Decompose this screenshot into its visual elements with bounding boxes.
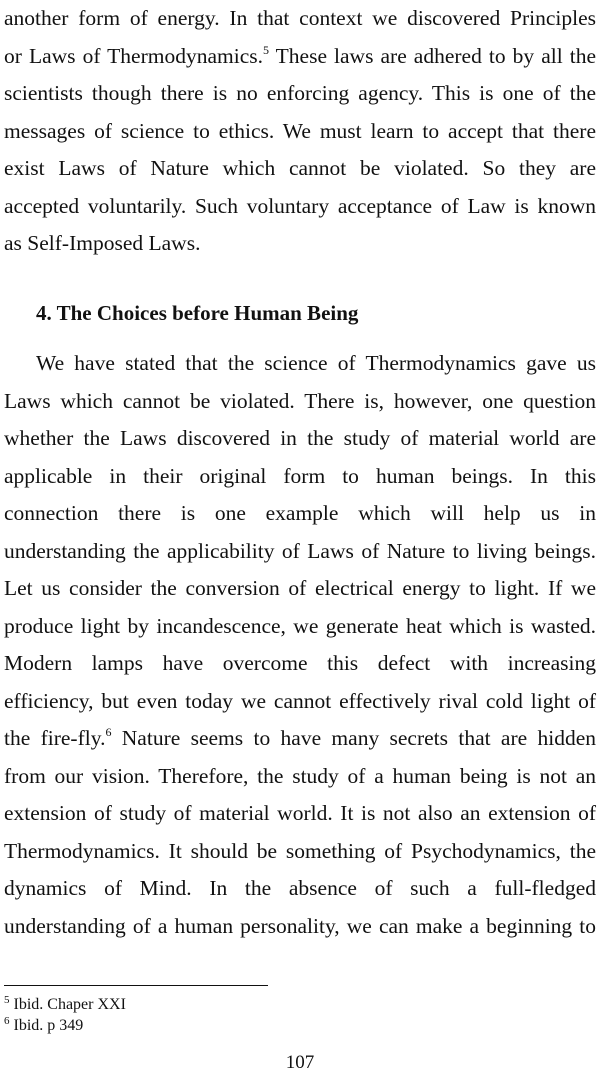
text-line: understanding the applicability of Laws of Nature to living beings.	[4, 538, 596, 563]
text-line: Thermodynamics. It should be something of Psychodynamics, the	[4, 838, 596, 863]
footnote-reference: 6	[105, 725, 112, 739]
footnote-mark: 6	[4, 1015, 10, 1027]
text-line: Let us consider the conversion of electrical energy to light. If we	[4, 576, 596, 600]
footnote-item	[4, 1015, 126, 1036]
text-line: applicable in their original form to human beings. In this	[4, 463, 596, 488]
text-segment: the fire-fly.	[4, 726, 106, 750]
text-line: connection there is one example which will help us in	[4, 501, 596, 525]
paragraph-2	[4, 345, 596, 945]
footnote-reference: 5	[262, 42, 269, 57]
text-line: accepted voluntarily. Such voluntary acceptance of Law is known	[4, 193, 596, 218]
text-line: dynamics of Mind. In the absence of such a full-fledged	[4, 876, 596, 900]
text-line: produce light by incandescence, we generate heat which is wasted.	[4, 613, 596, 638]
text-line: messages of science to ethics. We must learn to accept that there	[4, 118, 596, 143]
footnotes	[4, 994, 126, 1036]
page-number: 107	[285, 1052, 315, 1073]
text-line: We have stated that the science of Thermodynamics gave us	[36, 351, 596, 375]
text-line: scientists though there is no enforcing agency. This is one of the	[4, 81, 596, 105]
text-line: as Self-Imposed Laws.	[4, 231, 201, 255]
text-line: exist Laws of Nature which cannot be violated. So they are	[4, 156, 596, 180]
text-line: from our vision. Therefore, the study of a human being is not an	[4, 763, 596, 788]
text-segment: Nature seems to have many secrets that are hidden	[121, 726, 597, 750]
text-segment: or Laws of Thermodynamics.	[4, 43, 263, 68]
footnote-item	[4, 994, 126, 1015]
footnote-divider	[4, 985, 268, 986]
footnote-mark: 5	[4, 994, 10, 1006]
text-line: Laws which cannot be violated. There is, however, one question	[4, 388, 596, 413]
text-line: understanding of a human personality, we can make a beginning to	[4, 913, 596, 938]
text-line: Modern lamps have overcome this defect with increasing	[4, 651, 596, 675]
text-line: another form of energy. In that context we discovered Principles	[4, 6, 596, 30]
footnote-text: Ibid. p 349	[13, 1017, 84, 1034]
text-line: efficiency, but even today we cannot effectively rival cold light of	[4, 688, 596, 713]
footnote-text: Ibid. Chaper XXI	[13, 996, 126, 1013]
text-line: extension of study of material world. It is not also an extension of	[4, 801, 596, 825]
text-line	[4, 720, 596, 758]
text-segment: These laws are adhered to by all the	[275, 43, 596, 68]
text-line	[4, 38, 596, 76]
paragraph-1	[4, 0, 596, 263]
text-line: whether the Laws discovered in the study of material world are	[4, 426, 596, 450]
section-heading: 4. The Choices before Human Being	[36, 301, 359, 325]
